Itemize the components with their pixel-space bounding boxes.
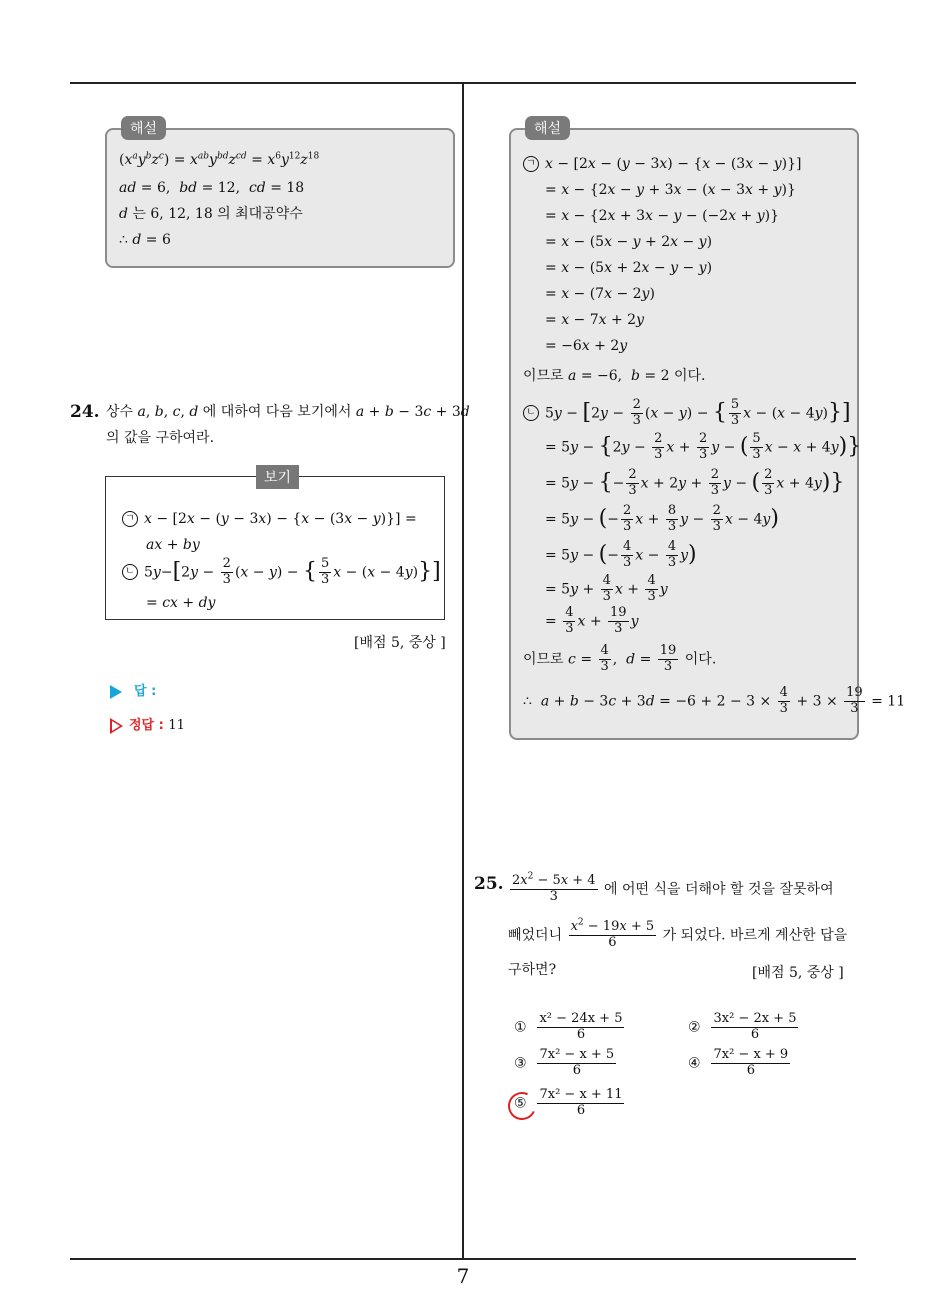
solution-box-left: [105, 121, 455, 268]
bottom-rule: [70, 1258, 856, 1260]
bogi-box: [105, 470, 445, 620]
sol-final: ∴ a + b − 3c + 3d = −6 + 2 − 3 × $\frac{4}{3}$ + 3 × $\frac{19}{3}$ = 11: [523, 685, 906, 716]
question-24-number: 24.: [70, 402, 100, 422]
question-24-score: [배점 5, 중상 ]: [354, 635, 446, 651]
correct-answer-row: [110, 714, 185, 734]
sol-conclusion-1: 이므로 a = −6, b = 2 이다.: [523, 368, 706, 384]
bogi-line-4: = cx + dy: [146, 595, 216, 611]
solution-line-2: ad = 6, bd = 12, cd = 18: [119, 180, 305, 196]
page-number: 7: [456, 1264, 470, 1288]
correct-label: 정답 :: [129, 718, 164, 733]
sol-step-4: = x − (5x − y + 2x − y): [545, 234, 713, 250]
answer-row: [110, 680, 156, 699]
solution-line-3: d 는 6, 12, 18 의 최대공약수: [119, 206, 303, 222]
sol-step-15: = $\frac{4}{3}$ x + $\frac{19}{3}$ y: [545, 605, 639, 636]
sol-conclusion-2: 이므로 c = $\frac{4}{3}$ , d = $\frac{19}{3}$ 이다.: [523, 643, 717, 674]
question-24-text-1: 상수 a, b, c, d 에 대하여 다음 보기에서 a + b − 3c + 3d: [106, 404, 470, 420]
question-25-line-3: 구하면?: [508, 962, 557, 978]
bogi-line-1: ㄱ x − [2x − (y − 3x) − {x − (3x − y)}] =: [122, 511, 417, 528]
sol-step-14: = 5y + $\frac{4}{3}$ x + $\frac{4}{3}$ y: [545, 573, 668, 604]
sol-step-5: = x − (5x + 2x − y − y): [545, 260, 713, 276]
solution-tag: 해설: [525, 116, 570, 140]
choice-2[interactable]: ② $\frac{\text{3x² − 2x + 5}}{6}$: [688, 1011, 797, 1042]
question-25-line-1: $\frac{2x^2 - 5x + 4}{3}$ 에 어떤 식을 더해야 할 것을 잘못하여: [512, 871, 834, 904]
solution-box-right: [509, 121, 906, 740]
sol-step-10: = 5y − {2y − $\frac{2}{3}$ x + $\frac{2}{3}$ y − ( $\frac{5}{3}$ x − x + 4y)}: [545, 431, 862, 462]
choice-3[interactable]: ③ $\frac{\text{7x² − x + 5}}{6}$: [514, 1047, 615, 1078]
sol-step-9: ㄴ 5y − [2y − $\frac{2}{3}$ (x − y) − { $\frac{5}{3}$ x − (x − 4y)}]: [523, 398, 851, 429]
solution-tag: 해설: [121, 116, 166, 140]
sol-step-1: ㄱ x − [2x − (y − 3x) − {x − (3x − y)}]: [523, 156, 802, 173]
correct-arrow-icon: [110, 718, 123, 734]
answer-arrow-icon: [110, 685, 122, 699]
sol-step-6: = x − (7x − 2y): [545, 286, 655, 302]
question-24-text-2: 의 값을 구하여라.: [106, 430, 215, 446]
sol-step-7: = x − 7x + 2y: [545, 312, 645, 328]
solution-line-4: ∴ d = 6: [119, 232, 171, 248]
question-25-score: [배점 5, 중상 ]: [752, 965, 844, 981]
bogi-line-3: ㄴ 5y−[2y − $\frac{2}{3}$ (x − y) − { $\frac{5}{3}$ x − (x − 4y)}]: [122, 557, 441, 588]
column-divider: [462, 84, 464, 1258]
sol-step-2: = x − {2x − y + 3x − (x − 3x + y)}: [545, 182, 796, 198]
sol-step-12: = 5y − (− $\frac{2}{3}$ x + $\frac{8}{3}$ y − $\frac{2}{3}$ x − 4y): [545, 503, 779, 534]
choice-4[interactable]: ④ $\frac{\text{7x² − x + 9}}{6}$: [688, 1047, 789, 1078]
question-25-number: 25.: [474, 874, 504, 894]
correct-value: 11: [168, 718, 185, 733]
choice-1[interactable]: ① $\frac{\text{x² − 24x + 5}}{6}$: [514, 1011, 623, 1042]
bogi-line-2: ax + by: [146, 537, 200, 553]
bogi-tag: 보기: [256, 465, 299, 489]
sol-step-11: = 5y − {− $\frac{2}{3}$ x + 2y + $\frac{2}{3}$ y − ( $\frac{2}{3}$ x + 4y)}: [545, 467, 845, 498]
sol-step-8: = −6x + 2y: [545, 338, 628, 354]
question-25-line-2: 빼었더니 $\frac{x^2 - 19x + 5}{6}$ 가 되었다. 바르게 계산한 답을: [508, 917, 848, 950]
choice-5[interactable]: ⑤ $\frac{\text{7x² − x + 11}}{6}$: [514, 1087, 623, 1118]
sol-step-3: = x − {2x + 3x − y − (−2x + y)}: [545, 208, 780, 224]
sol-step-13: = 5y − (− $\frac{4}{3}$ x − $\frac{4}{3}$ y): [545, 539, 697, 570]
answer-label: 답 :: [134, 684, 157, 699]
solution-line-1: $(x^ay^bz^c) = x^{ab}y^{bd}z^{cd} = x^6y^{12}z^{18}$: [119, 151, 320, 168]
